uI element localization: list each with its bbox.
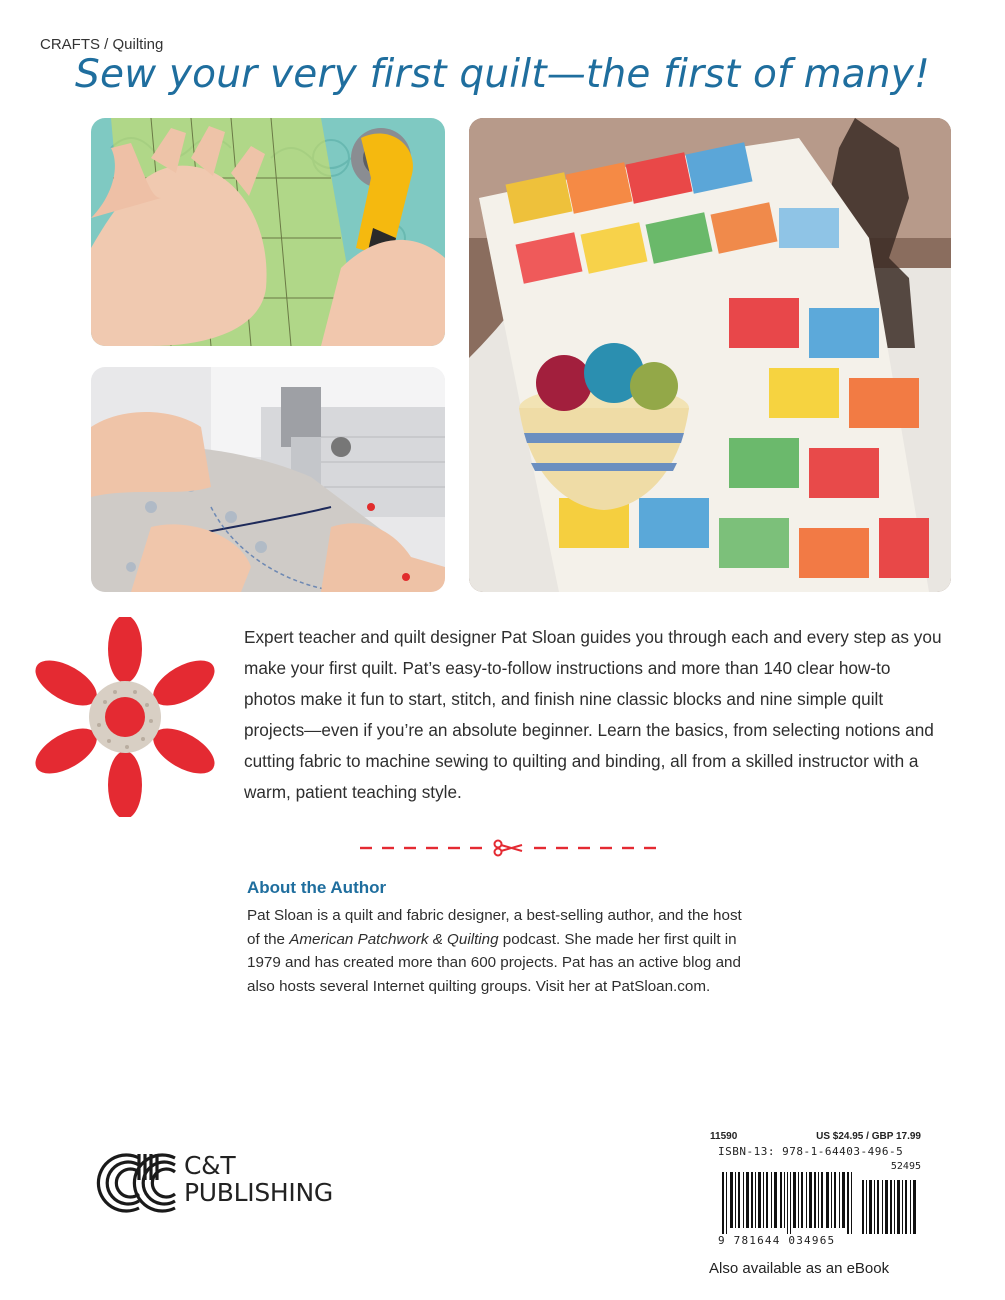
scissors-cutline-icon bbox=[360, 838, 660, 858]
quilt-photo bbox=[469, 118, 951, 592]
headline: Sew your very first quilt—the first of many! bbox=[75, 52, 930, 97]
about-author-text: Pat Sloan is a quilt and fabric designer, a best-selling author, and the host of the American Patchwork & Quilting podcast. She made her first quilt in 1979 and has created more than 600 projects. Pat has an active blog and also hosts several Internet quilting groups. Visit her at PatSloan.com. bbox=[247, 907, 742, 995]
barcode-digits: 9 781644 034965 bbox=[718, 1234, 836, 1247]
barcode-icon bbox=[722, 1172, 917, 1234]
ebook-note: Also available as an eBook bbox=[709, 1260, 890, 1277]
publisher-line1: C&T bbox=[184, 1151, 236, 1180]
item-number: 11590 bbox=[710, 1131, 738, 1142]
category-label: CRAFTS / Quilting bbox=[40, 36, 164, 53]
addon-code: 52495 bbox=[890, 1161, 921, 1172]
sewing-machine-photo bbox=[91, 367, 445, 592]
about-author-heading: About the Author bbox=[247, 878, 387, 897]
book-description: Expert teacher and quilt designer Pat Sloan guides you through each and every step as you make your first quilt. Pat’s easy-to-follow instructions and more than 140 clear how-to photos make it fun to start, stitch, and finish nine classic blocks and nine simple quilt projects—even if you’re an absolute beginner. Learn the basics, from selecting notions and cutting fabric to machine sewing to quilting and binding, all from a skilled instructor with a warm, patient teaching style. bbox=[244, 627, 942, 802]
publisher-name bbox=[184, 1152, 333, 1206]
price: US $24.95 / GBP 17.99 bbox=[816, 1131, 921, 1142]
flower-applique-icon bbox=[35, 617, 215, 817]
publisher-line2: PUBLISHING bbox=[184, 1178, 333, 1207]
isbn-label: ISBN-13: 978-1-64403-496-5 bbox=[718, 1145, 904, 1158]
rotary-cutter-photo bbox=[91, 118, 445, 346]
